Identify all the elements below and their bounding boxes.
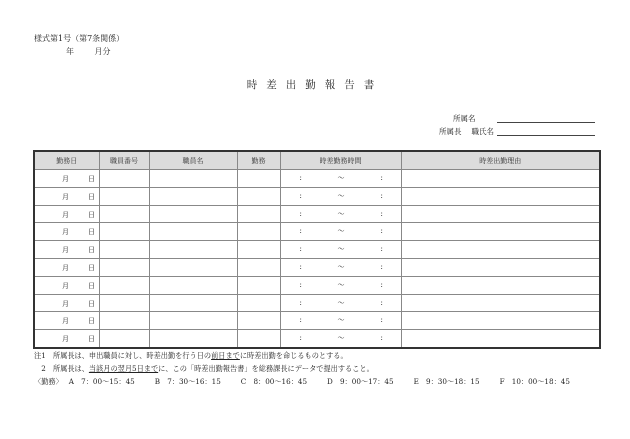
affiliation-label: 所属名 <box>453 114 476 123</box>
shift-f: F 10：00～18：45 <box>499 377 570 386</box>
head-name-field[interactable] <box>497 135 595 136</box>
shift-d: D 9：00～17：45 <box>327 377 394 386</box>
tilde-separator: ～ <box>337 245 345 254</box>
shift-c: C 8：00～16：45 <box>240 377 308 386</box>
day-label: 日 <box>88 299 95 308</box>
head-name-label: 職氏名 <box>471 127 494 136</box>
tilde-separator: ～ <box>337 191 345 200</box>
shift-cell[interactable] <box>237 276 280 294</box>
employee-name-cell[interactable] <box>149 187 237 205</box>
staggered-hours-cell[interactable] <box>280 205 401 223</box>
month-label: 月 <box>62 335 69 344</box>
shift-b: B 7：30～16：15 <box>154 377 221 386</box>
work-date-cell[interactable] <box>34 223 99 241</box>
shift-cell[interactable] <box>237 330 280 348</box>
end-colon: : <box>380 298 383 307</box>
table-header-row <box>34 151 600 170</box>
shift-cell[interactable] <box>237 187 280 205</box>
staggered-hours-cell[interactable] <box>280 223 401 241</box>
employee-no-cell[interactable] <box>99 170 149 188</box>
employee-no-cell[interactable] <box>99 276 149 294</box>
month-label: 月分 <box>94 47 111 56</box>
col-header-employee-name: 職員名 <box>149 151 237 170</box>
end-colon: : <box>380 280 383 289</box>
work-date-cell[interactable] <box>34 276 99 294</box>
reason-cell[interactable] <box>401 330 600 348</box>
document-title: 時差出勤報告書 <box>246 79 384 91</box>
start-colon: : <box>299 191 302 200</box>
shift-cell[interactable] <box>237 205 280 223</box>
month-label: 月 <box>62 317 69 326</box>
staggered-hours-cell[interactable] <box>280 241 401 259</box>
end-colon: : <box>380 316 383 325</box>
work-date-cell[interactable] <box>34 258 99 276</box>
tilde-separator: ～ <box>337 280 345 289</box>
work-date-cell[interactable] <box>34 330 99 348</box>
work-date-cell[interactable] <box>34 241 99 259</box>
end-colon: : <box>380 245 383 254</box>
month-label: 月 <box>62 228 69 237</box>
start-colon: : <box>299 227 302 236</box>
employee-no-cell[interactable] <box>99 241 149 259</box>
report-table <box>33 150 601 349</box>
tilde-separator: ～ <box>337 174 345 182</box>
tilde-separator: ～ <box>337 262 345 271</box>
reason-cell[interactable] <box>401 223 600 241</box>
employee-no-cell[interactable] <box>99 205 149 223</box>
note-2-prefix: 2 所属長は、 <box>34 364 89 373</box>
table-row <box>34 241 600 259</box>
day-label: 日 <box>88 192 95 201</box>
table-row <box>34 205 600 223</box>
note-1 <box>34 351 348 361</box>
table-row <box>34 312 600 330</box>
work-date-cell[interactable] <box>34 312 99 330</box>
employee-no-cell[interactable] <box>99 258 149 276</box>
tilde-separator: ～ <box>337 334 345 343</box>
reason-cell[interactable] <box>401 187 600 205</box>
reason-cell[interactable] <box>401 241 600 259</box>
staggered-hours-cell[interactable] <box>280 170 401 188</box>
col-header-reason: 時差出勤理由 <box>401 151 600 170</box>
employee-name-cell[interactable] <box>149 241 237 259</box>
col-header-shift: 勤務 <box>237 151 280 170</box>
month-label: 月 <box>62 299 69 308</box>
start-colon: : <box>299 262 302 271</box>
end-colon: : <box>380 262 383 271</box>
start-colon: : <box>299 174 302 182</box>
form-number: 様式第1号（第7条関係） <box>34 34 125 43</box>
employee-name-cell[interactable] <box>149 276 237 294</box>
end-colon: : <box>380 334 383 343</box>
reason-cell[interactable] <box>401 258 600 276</box>
reason-cell[interactable] <box>401 276 600 294</box>
employee-name-cell[interactable] <box>149 330 237 348</box>
note-2 <box>34 364 374 374</box>
shift-cell[interactable] <box>237 223 280 241</box>
shift-cell[interactable] <box>237 241 280 259</box>
reason-cell[interactable] <box>401 205 600 223</box>
start-colon: : <box>299 245 302 254</box>
staggered-hours-cell[interactable] <box>280 187 401 205</box>
day-label: 日 <box>88 228 95 237</box>
note-1-prefix: 注1 所属長は、申出職員に対し、時差出勤を行う日の <box>34 351 212 360</box>
start-colon: : <box>299 316 302 325</box>
day-label: 日 <box>88 281 95 290</box>
reporting-period <box>66 46 111 57</box>
table-row <box>34 170 600 188</box>
note-1-suffix: に時差出勤を命じるものとする。 <box>239 351 348 360</box>
col-header-staggered-hours: 時差勤務時間 <box>280 151 401 170</box>
table-row <box>34 187 600 205</box>
end-colon: : <box>380 227 383 236</box>
note-1-emphasis: 前日まで <box>211 351 240 360</box>
day-label: 日 <box>88 175 95 183</box>
staggered-hours-cell[interactable] <box>280 258 401 276</box>
shift-cell[interactable] <box>237 258 280 276</box>
start-colon: : <box>299 209 302 218</box>
employee-name-cell[interactable] <box>149 170 237 188</box>
month-label: 月 <box>62 263 69 272</box>
end-colon: : <box>380 191 383 200</box>
shift-legend-label: 〈勤務〉 <box>34 377 63 386</box>
employee-name-cell[interactable] <box>149 223 237 241</box>
work-date-cell[interactable] <box>34 294 99 312</box>
month-label: 月 <box>62 175 69 183</box>
shift-legend <box>34 377 590 387</box>
tilde-separator: ～ <box>337 209 345 218</box>
staggered-hours-cell[interactable] <box>280 276 401 294</box>
shift-cell[interactable] <box>237 312 280 330</box>
employee-name-cell[interactable] <box>149 294 237 312</box>
end-colon: : <box>380 174 383 182</box>
employee-no-cell[interactable] <box>99 312 149 330</box>
month-label: 月 <box>62 192 69 201</box>
start-colon: : <box>299 280 302 289</box>
table-row <box>34 276 600 294</box>
day-label: 日 <box>88 317 95 326</box>
work-date-cell[interactable] <box>34 170 99 188</box>
month-label: 月 <box>62 246 69 255</box>
tilde-separator: ～ <box>337 298 345 307</box>
day-label: 日 <box>88 210 95 219</box>
table-row <box>34 330 600 348</box>
work-date-cell[interactable] <box>34 205 99 223</box>
head-label-group <box>439 126 494 137</box>
tilde-separator: ～ <box>337 227 345 236</box>
col-header-work-date: 勤務日 <box>34 151 99 170</box>
col-header-employee-no: 職員番号 <box>99 151 149 170</box>
employee-name-cell[interactable] <box>149 258 237 276</box>
day-label: 日 <box>88 246 95 255</box>
employee-name-cell[interactable] <box>149 312 237 330</box>
tilde-separator: ～ <box>337 316 345 325</box>
table-row <box>34 223 600 241</box>
affiliation-field[interactable] <box>497 122 595 123</box>
head-label: 所属長 <box>439 127 462 136</box>
table-row <box>34 258 600 276</box>
note-2-suffix: に、この「時差出勤報告書」を総務課長にデータで提出すること。 <box>158 364 374 373</box>
shift-e: E 9：30～18：15 <box>413 377 480 386</box>
staggered-hours-cell[interactable] <box>280 330 401 348</box>
employee-name-cell[interactable] <box>149 205 237 223</box>
shift-cell[interactable] <box>237 170 280 188</box>
start-colon: : <box>299 334 302 343</box>
reason-cell[interactable] <box>401 312 600 330</box>
staggered-hours-cell[interactable] <box>280 294 401 312</box>
employee-no-cell[interactable] <box>99 330 149 348</box>
table-row <box>34 294 600 312</box>
start-colon: : <box>299 298 302 307</box>
employee-no-cell[interactable] <box>99 223 149 241</box>
shift-a: A 7：00～15：45 <box>68 377 135 386</box>
month-label: 月 <box>62 210 69 219</box>
note-2-emphasis: 当該月の翌月5日まで <box>88 364 159 373</box>
shift-cell[interactable] <box>237 294 280 312</box>
employee-no-cell[interactable] <box>99 294 149 312</box>
reason-cell[interactable] <box>401 170 600 188</box>
reason-cell[interactable] <box>401 294 600 312</box>
staggered-hours-cell[interactable] <box>280 312 401 330</box>
day-label: 日 <box>88 335 95 344</box>
end-colon: : <box>380 209 383 218</box>
year-label: 年 <box>66 47 74 56</box>
day-label: 日 <box>88 263 95 272</box>
month-label: 月 <box>62 281 69 290</box>
employee-no-cell[interactable] <box>99 187 149 205</box>
work-date-cell[interactable] <box>34 187 99 205</box>
